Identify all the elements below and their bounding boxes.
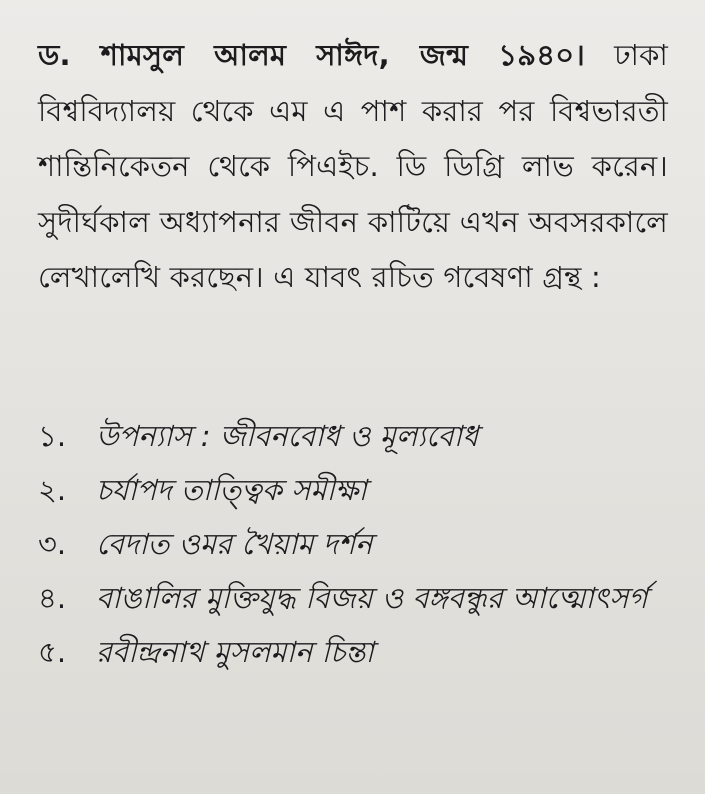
author-name-and-birth: ড. শামসুল আলম সাঈদ, জন্ম ১৯৪০।	[38, 38, 585, 72]
book-title: চর্যাপদ তাত্ত্বিক সমীক্ষা	[96, 473, 367, 507]
research-books-list	[38, 412, 668, 682]
list-item	[38, 574, 668, 622]
list-item-number: ৫.	[38, 635, 67, 669]
list-item-number: ৪.	[38, 581, 67, 615]
book-title: রবীন্দ্রনাথ মুসলমান চিন্তা	[96, 635, 374, 669]
book-title: উপন্যাস : জীবনবোধ ও মূল্যবোধ	[96, 419, 479, 453]
list-item	[38, 628, 668, 676]
list-item-number: ১.	[38, 419, 67, 453]
book-title: বেদাত ওমর খৈয়াম দর্শন	[96, 527, 373, 561]
author-bio-paragraph	[38, 28, 668, 306]
book-title: বাঙালির মুক্তিযুদ্ধ বিজয় ও বঙ্গবন্ধুর আত্মোৎসর্গ	[96, 581, 648, 615]
author-bio-text: ঢাকা বিশ্ববিদ্যালয় থেকে এম এ পাশ করার পর বিশ্বভারতী শান্তিনিকেতন থেকে পিএইচ. ডি ডিগ্রি লাভ করেন। সুদীর্ঘকাল অধ্যাপনার জীবন কাটিয়ে এখন অবসরকালে লেখালেখি করছেন। এ যাবৎ রচিত গবেষণা গ্রন্থ :	[38, 38, 668, 294]
list-item	[38, 412, 668, 460]
list-item	[38, 466, 668, 514]
list-item-number: ৩.	[38, 527, 67, 561]
list-item-number: ২.	[38, 473, 67, 507]
list-item	[38, 520, 668, 568]
